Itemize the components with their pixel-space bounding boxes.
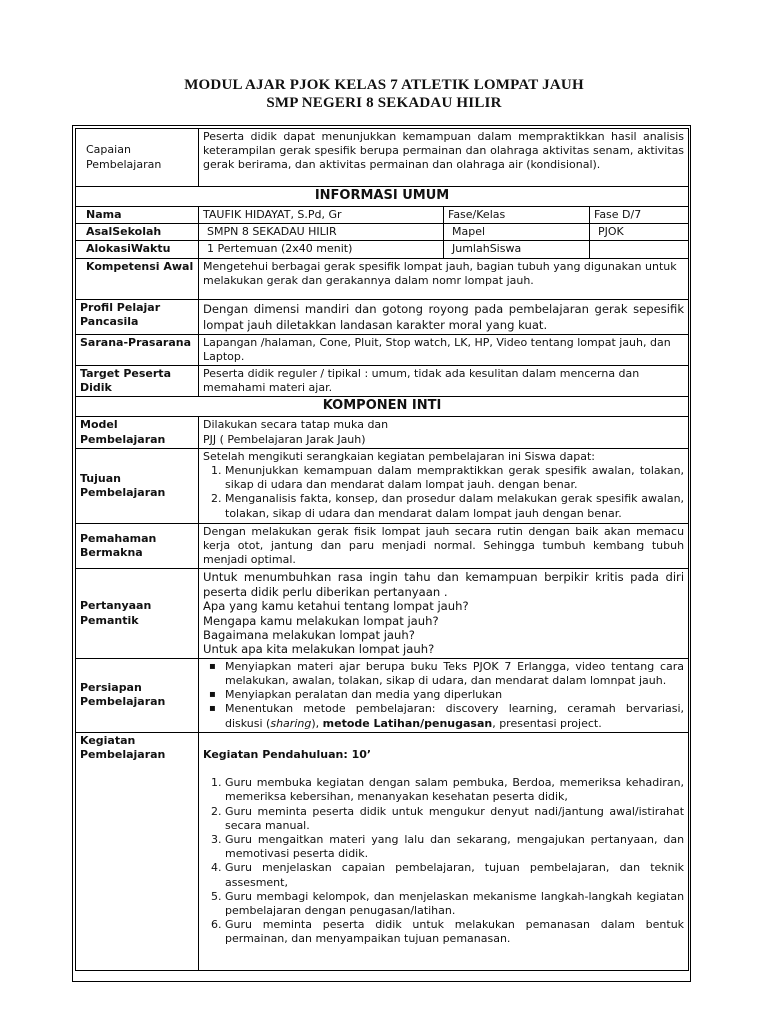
asal-sekolah-value: SMPN 8 SEKADAU HILIR — [199, 224, 444, 241]
list-item — [225, 702, 684, 730]
tujuan-pembelajaran-cell — [199, 448, 689, 523]
jumlah-siswa-label: JumlahSiswa — [444, 241, 590, 258]
sarana-prasarana-label: Sarana-Prasarana — [76, 334, 199, 365]
kegiatan-pembelajaran-label: Kegiatan Pembelajaran — [76, 732, 199, 970]
persiapan-pembelajaran-label: Persiapan Pembelajaran — [76, 658, 199, 732]
document-subtitle: SMP NEGERI 8 SEKADAU HILIR — [266, 95, 502, 111]
kompetensi-awal-label: Kompetensi Awal — [76, 258, 199, 299]
pertanyaan-item: Bagaimana melakukan lompat jauh? — [203, 628, 415, 643]
kegiatan-pendahuluan-heading: Kegiatan Pendahuluan: 10’ — [203, 747, 372, 761]
list-item: 3. Guru mengaitkan materi yang lalu dan sekarang, mengajukan pertanyaan, dan memotivasi peserta didik. — [225, 833, 684, 861]
metode-text-sharing: sharing — [270, 716, 312, 730]
komponen-inti-heading: KOMPONEN INTI — [76, 397, 689, 417]
fase-label: Fase/Kelas — [444, 207, 590, 224]
target-peserta-label: Target Peserta Didik — [76, 366, 199, 397]
pemahaman-bermakna-label: Pemahaman Bermakna — [76, 523, 199, 569]
pertanyaan-item: Apa yang kamu ketahui tentang lompat jauh? — [203, 599, 469, 614]
list-item: 1. Guru membuka kegiatan dengan salam pembuka, Berdoa, memeriksa kehadiran, memeriksa kebersihan, menanyakan kesehatan peserta didik, — [225, 776, 684, 804]
modul-table — [75, 128, 689, 971]
list-item: ▪ Menyiapkan materi ajar berupa buku Teks PJOK 7 Erlangga, video tentang cara melakukan, awalan, tolakan, sikap di udara, dan mendarat dalam lomnpat jauh. — [225, 660, 684, 688]
capaian-text: Peserta didik dapat menunjukkan kemampuan dalam mempraktikkan hasil analisis keterampilan gerak spesifik berupa permainan dan olahraga aktivitas senam, aktivitas gerak berirama, dan aktivitas permainan dan olahraga air (kondisional). — [199, 129, 689, 187]
tujuan-pembelajaran-label: Tujuan Pembelajaran — [76, 448, 199, 523]
list-item: 2. Menganalisis fakta, konsep, dan prosedur dalam melakukan gerak spesifik awalan, tolakan, sikap di udara dan mendarat dalam lompat jauh dengan benar. — [225, 492, 684, 520]
document-title: MODUL AJAR PJOK KELAS 7 ATLETIK LOMPAT JAUH — [184, 77, 584, 93]
alokasi-waktu-label: AlokasiWaktu — [76, 241, 199, 258]
model-line-1: Dilakukan secara tatap muka dan — [203, 418, 389, 432]
persiapan-pembelajaran-cell — [199, 658, 689, 732]
jumlah-siswa-value — [590, 241, 689, 258]
kegiatan-pembelajaran-cell — [199, 732, 689, 970]
nama-label: Nama — [76, 207, 199, 224]
model-pembelajaran-label: Model Pembelajaran — [76, 417, 199, 448]
kegiatan-list — [203, 776, 684, 946]
fase-value: Fase D/7 — [590, 207, 689, 224]
informasi-umum-heading: INFORMASI UMUM — [76, 187, 689, 207]
list-item: ▪ Menyiapkan peralatan dan media yang diperlukan — [225, 688, 684, 702]
metode-text-c: ), — [311, 716, 323, 730]
pertanyaan-item: Untuk apa kita melakukan lompat jauh? — [203, 642, 435, 657]
list-item: 4. Guru menjelaskan capaian pembelajaran, tujuan pembelajaran, dan teknik assesment, — [225, 861, 684, 889]
sarana-prasarana-text: Lapangan /halaman, Cone, Pluit, Stop watch, LK, HP, Video tentang lompat jauh, dan Laptop. — [199, 334, 689, 365]
nama-value: TAUFIK HIDAYAT, S.Pd, Gr — [199, 207, 444, 224]
pertanyaan-pemantik-label: Pertanyaan Pemantik — [76, 569, 199, 658]
pertanyaan-item: Mengapa kamu melakukan lompat jauh? — [203, 613, 439, 628]
alokasi-waktu-value: 1 Pertemuan (2x40 menit) — [199, 241, 444, 258]
list-item: 2. Guru meminta peserta didik untuk mengukur denyut nadi/jantung awal/istirahat secara manual. — [225, 805, 684, 833]
asal-sekolah-label: AsalSekolah — [76, 224, 199, 241]
tujuan-list — [203, 464, 684, 521]
target-peserta-text: Peserta didik reguler / tipikal : umum, tidak ada kesulitan dalam mencerna dan memahami materi ajar. — [199, 366, 689, 397]
list-item: 1. Menunjukkan kemampuan dalam mempraktikkan gerak spesifik awalan, tolakan, sikap di udara dan mendarat dalam lompat jauh. dengan benar. — [225, 464, 684, 492]
persiapan-list — [203, 660, 684, 731]
pertanyaan-pemantik-cell — [199, 569, 689, 658]
model-line-2: PJJ ( Pembelajaran Jarak Jauh) — [203, 432, 366, 446]
mapel-label: Mapel — [444, 224, 590, 241]
metode-text-e: , presentasi project. — [492, 716, 602, 730]
profil-pelajar-text: Dengan dimensi mandiri dan gotong royong pada pembelajaran gerak sepesifik lompat jauh diletakkan landasan karakter moral yang kuat. — [199, 299, 689, 334]
metode-text-a: Menentukan metode pembelajaran: discovery learning, ceramah bervariasi, diskusi ( — [225, 702, 685, 730]
profil-pelajar-label: Profil Pelajar Pancasila — [76, 299, 199, 334]
mapel-value: PJOK — [590, 224, 689, 241]
metode-text-latihan: metode Latihan/penugasan — [322, 716, 493, 730]
kompetensi-awal-text: Mengetehui berbagai gerak spesifik lompat jauh, bagian tubuh yang digunakan untuk melakukan gerak dan gerakannya dalam nomr lompat jauh. — [199, 258, 689, 299]
pertanyaan-intro: Untuk menumbuhkan rasa ingin tahu dan kemampuan berpikir kritis pada diri peserta didik perlu diberikan pertanyaan . — [203, 570, 685, 599]
tujuan-intro: Setelah mengikuti serangkaian kegiatan pembelajaran ini Siswa dapat: — [203, 449, 595, 463]
pemahaman-bermakna-text: Dengan melakukan gerak fisik lompat jauh secara rutin dengan baik akan memacu kerja otot, jantung dan paru menjadi normal. Sehingga tumbuh kembang tubuh menjadi optimal. — [199, 523, 689, 569]
model-pembelajaran-cell — [199, 417, 689, 448]
capaian-label: Capaian Pembelajaran — [76, 129, 199, 187]
list-item: 5. Guru membagi kelompok, dan menjelaskan mekanisme langkah-langkah kegiatan pembelajaran dengan penugasan/latihan. — [225, 890, 684, 918]
list-item: 6. Guru meminta peserta didik untuk melakukan pemanasan dalam bentuk permainan, dan menyampaikan tujuan pemanasan. — [225, 918, 684, 946]
